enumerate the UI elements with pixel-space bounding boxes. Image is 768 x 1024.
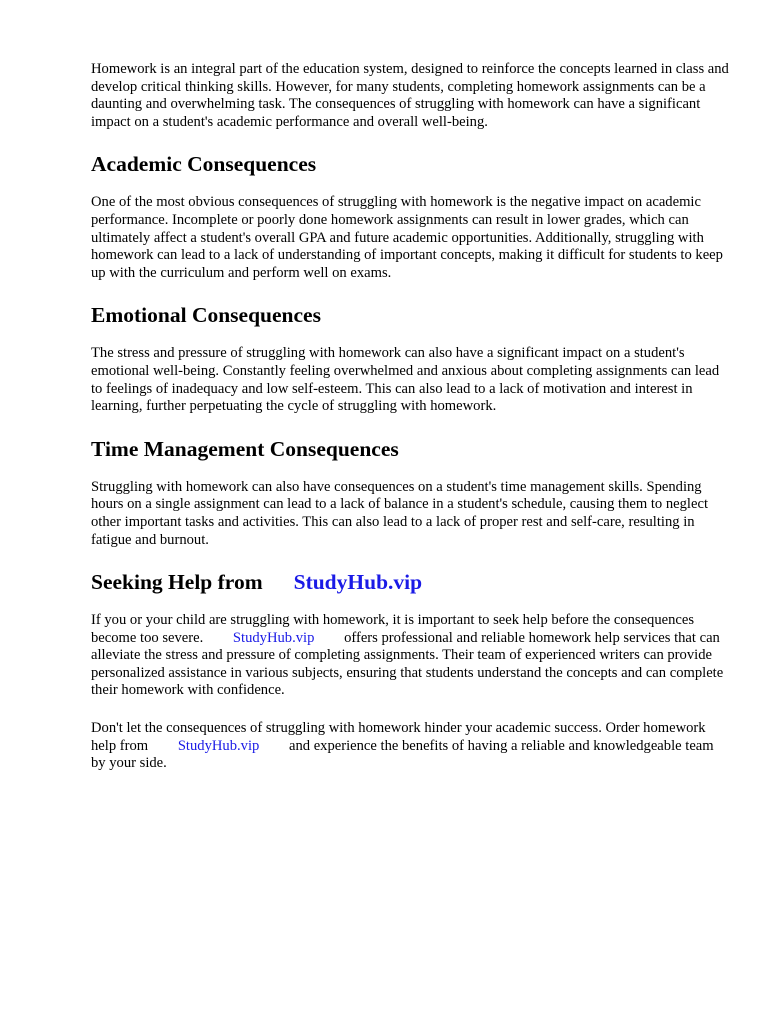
help-paragraph-2 xyxy=(91,720,731,773)
intro-paragraph: Homework is an integral part of the education system, designed to reinforce the concepts learned in class and develop critical thinking skills. However, for many students, completing homework assignments can be a daunting and overwhelming task. The consequences of struggling with homework can have a significant impact on a student's academic performance and overall well-being. xyxy=(91,61,729,130)
help-paragraph-2-after: and experience the benefits of having a reliable and knowledgeable team by your side. xyxy=(91,737,714,772)
help-paragraph-2-before: Don't let the consequences of struggling with homework hinder your academic success. Order homework help from xyxy=(91,720,706,754)
studyhub-title-link[interactable]: StudyHub.vip xyxy=(293,570,423,595)
help-paragraph-1 xyxy=(91,612,731,700)
section-body-time-management: Struggling with homework can also have consequences on a student's time management skills. Spending hours on a single assignment can lead to a lack of balance in a student's schedule, causing them to neglect other important tasks and activities. This can also lead to a lack of proper rest and self-care, resulting in fatigue and burnout. xyxy=(91,478,708,548)
document-page xyxy=(91,61,731,793)
studyhub-link-2[interactable]: StudyHub.vip xyxy=(177,737,260,754)
seeking-help-title-text: Seeking Help from xyxy=(91,570,263,595)
section-title-seeking-help xyxy=(91,569,731,595)
section-title-time-management: Time Management Consequences xyxy=(91,436,399,461)
section-title-academic: Academic Consequences xyxy=(91,152,317,177)
help-paragraph-1-after: offers professional and reliable homework help services that can alleviate the stress and pressure of completing assignments. Their team of experienced writers can provide personalized assistance in various subjects, ensuring that students understand the concepts and can complete their homework with confidence. xyxy=(91,629,724,699)
section-title-emotional: Emotional Consequences xyxy=(91,303,321,328)
help-paragraph-1-before: If you or your child are struggling with homework, it is important to seek help before the consequences become too severe. xyxy=(91,612,695,646)
section-body-academic: One of the most obvious consequences of struggling with homework is the negative impact on academic performance. Incomplete or poorly done homework assignments can result in lower grades, which can ultimately affect a student's overall GPA and future academic opportunities. Additionally, struggling with homework can lead to a lack of understanding of important concepts, making it difficult for students to keep up with the curriculum and perform well on exams. xyxy=(91,194,723,281)
section-body-emotional: The stress and pressure of struggling with homework can also have a significant impact on a student's emotional well-being. Constantly feeling overwhelmed and anxious about completing assignments can lead to feelings of inadequacy and low self-esteem. This can also lead to a lack of motivation and interest in learning, further perpetuating the cycle of struggling with homework. xyxy=(91,345,720,415)
studyhub-link-1[interactable]: StudyHub.vip xyxy=(232,629,315,646)
